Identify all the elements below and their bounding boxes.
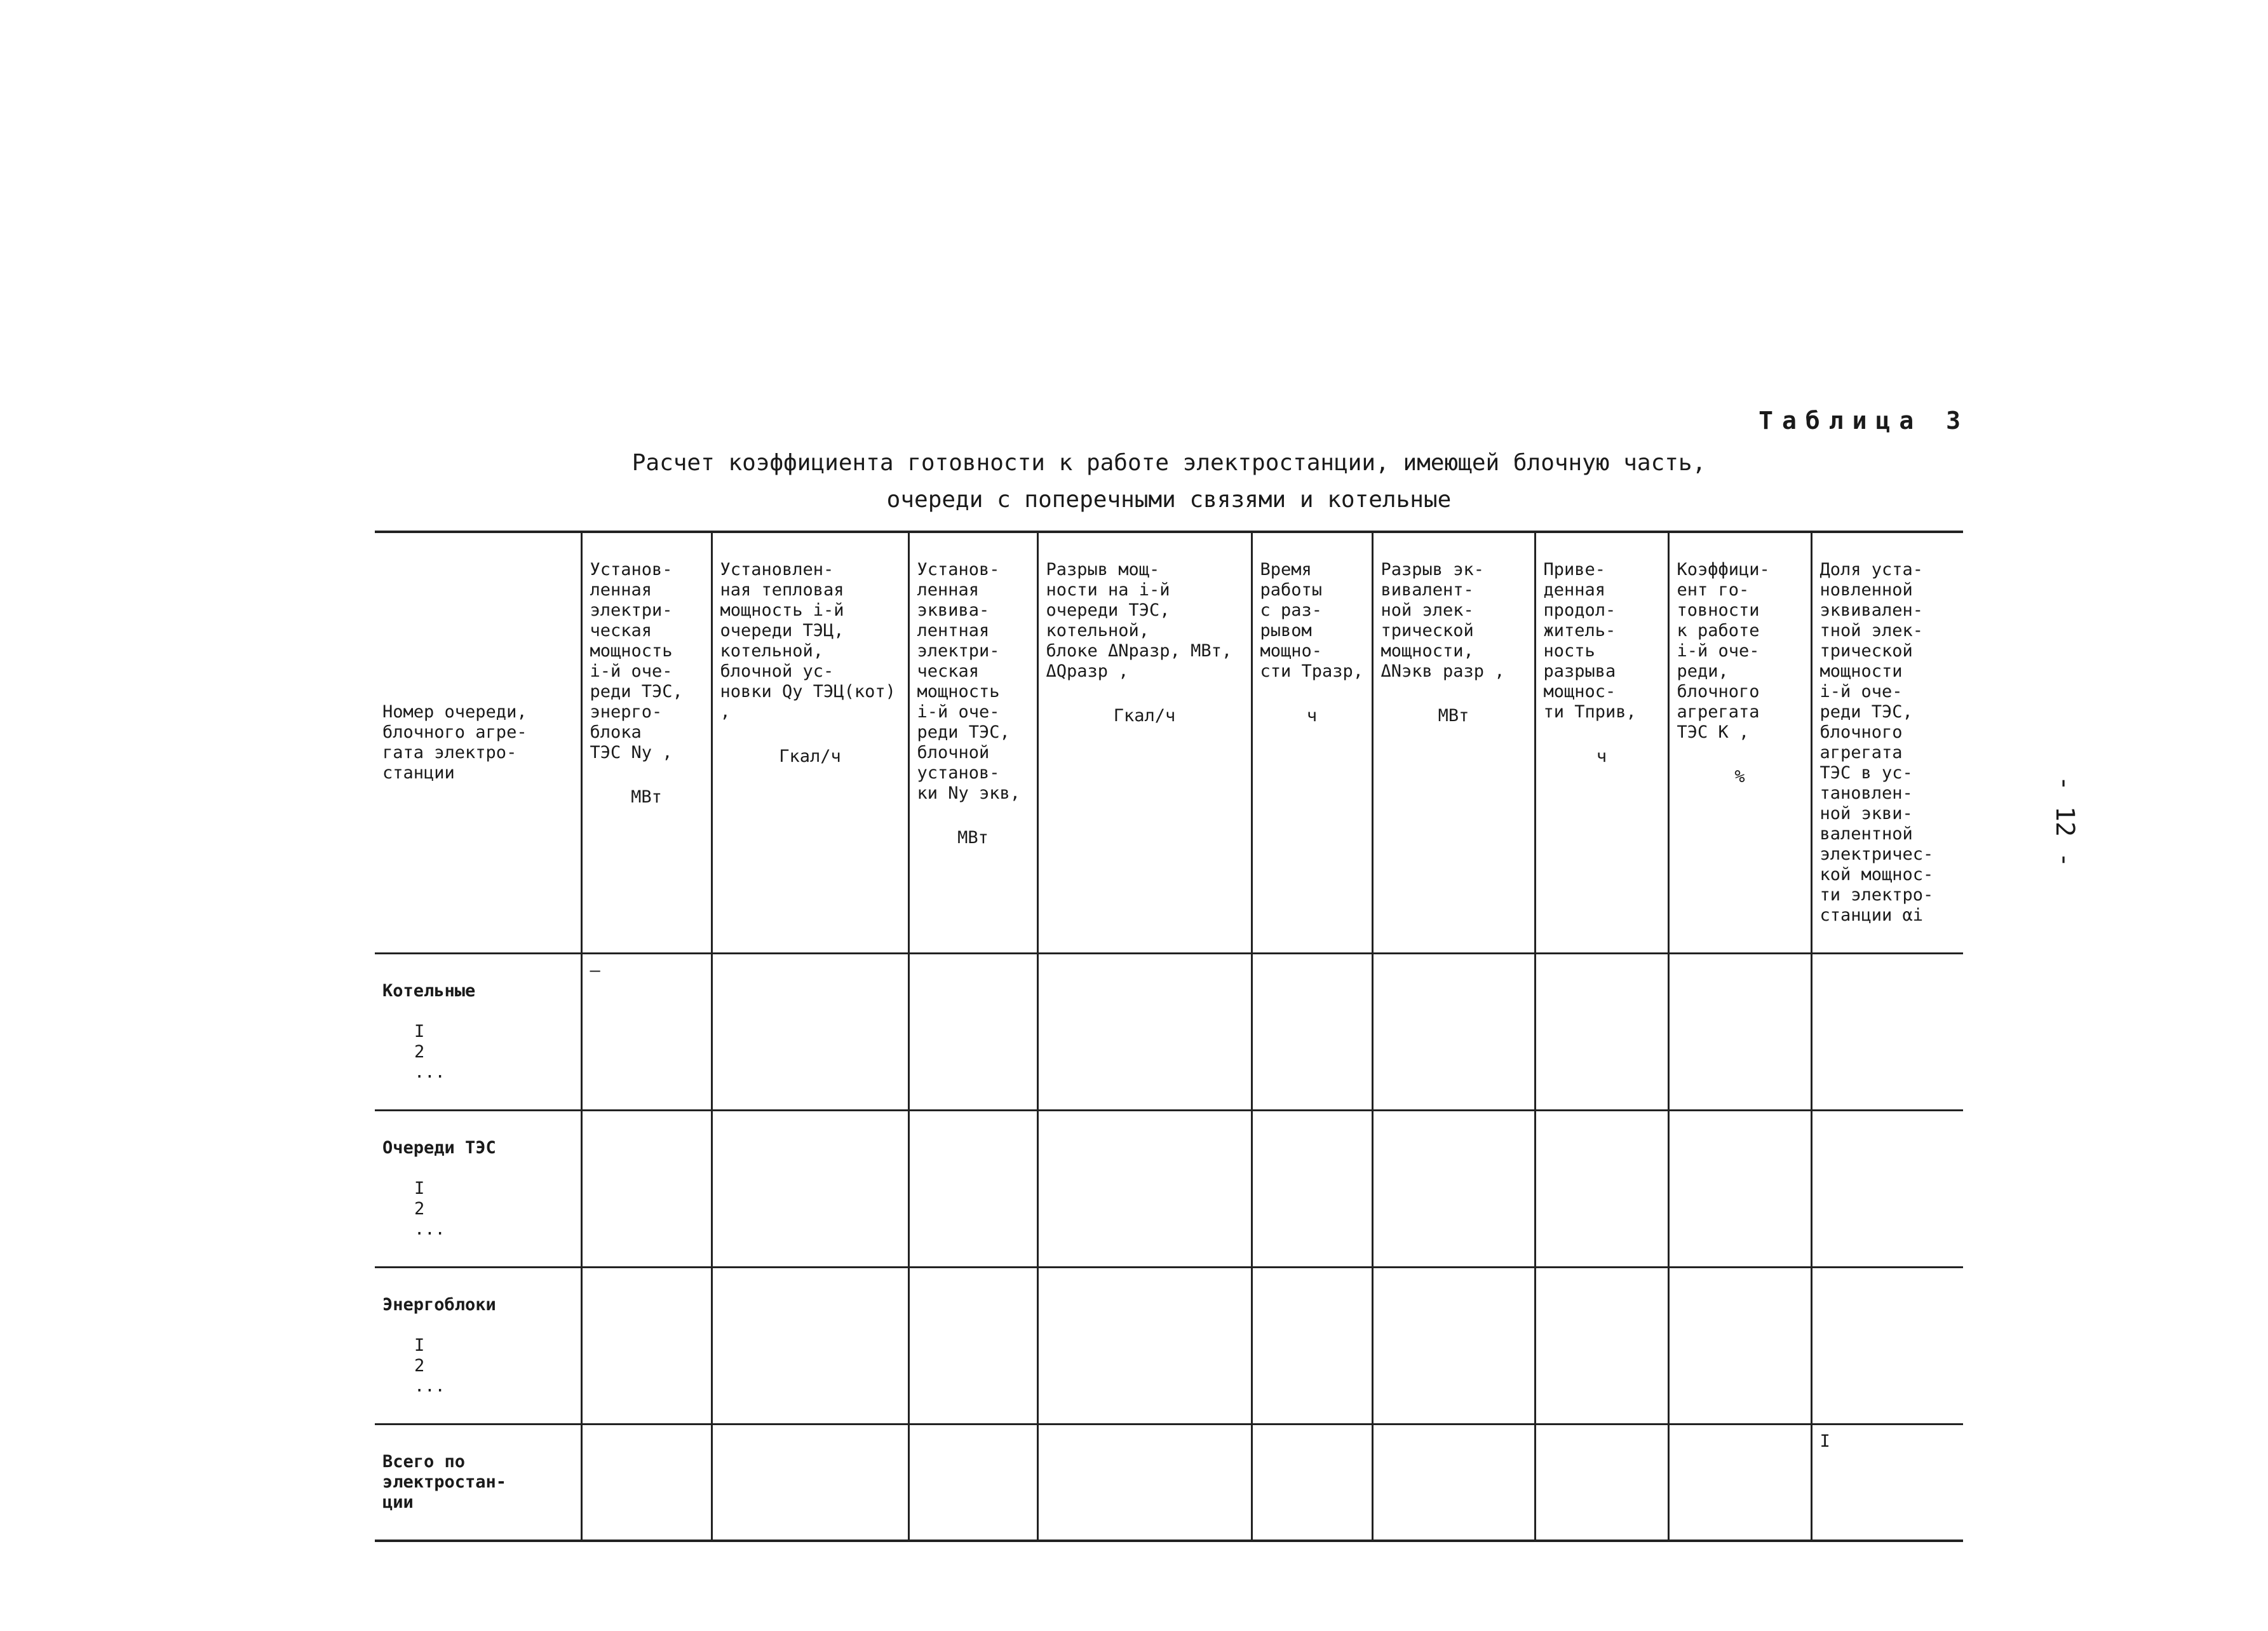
row-group-items: I 2 ... bbox=[414, 1179, 445, 1239]
row-group-label: Котельные bbox=[382, 981, 476, 1001]
col-header-unit: МВт bbox=[1438, 706, 1469, 726]
table-cell bbox=[1372, 1111, 1535, 1268]
table-cell bbox=[712, 954, 908, 1111]
col-header-unit: Гкал/ч bbox=[779, 747, 841, 766]
table-cell bbox=[1811, 1111, 1963, 1268]
table-cell bbox=[1811, 954, 1963, 1111]
table-number-label: Таблица 3 bbox=[1758, 407, 1969, 435]
col-header-unit: % bbox=[1734, 767, 1745, 787]
table-cell bbox=[581, 1111, 712, 1268]
row-label-cell bbox=[375, 1111, 581, 1268]
page-number: - 12 - bbox=[2050, 775, 2079, 868]
col-header-text: Установ- ленная электри- ческая мощность i-й оче- реди ТЭС, энерго- блока ТЭС Nу , bbox=[590, 560, 683, 762]
col-header-text: Время работы с раз- рывом мощно- сти Tразр, bbox=[1260, 560, 1364, 681]
table-cell bbox=[1037, 1425, 1252, 1541]
table-cell bbox=[1535, 954, 1668, 1111]
table-cell bbox=[1037, 1268, 1252, 1425]
table-cell bbox=[1252, 954, 1372, 1111]
col-header-text: Установлен- ная тепловая мощность i-й очереди ТЭЦ, котельной, блочной ус- новки Qу ТЭЦ(кот) , bbox=[720, 560, 896, 722]
col-header-unit: МВт bbox=[957, 828, 989, 848]
table-cell bbox=[908, 1111, 1037, 1268]
table-row-power-units bbox=[375, 1268, 1963, 1425]
table-cell bbox=[581, 1425, 712, 1541]
col-header-capacity-gap bbox=[1037, 532, 1252, 954]
table-cell bbox=[1668, 954, 1811, 1111]
table-cell bbox=[712, 1425, 908, 1541]
col-header-unit: ч bbox=[1306, 706, 1318, 726]
table-row-boilers bbox=[375, 954, 1963, 1111]
col-header-text: Разрыв мощ- ности на i-й очереди ТЭС, котельной, блоке ΔNразр, МВт, ΔQразр , bbox=[1046, 560, 1232, 681]
table-cell bbox=[908, 1425, 1037, 1541]
availability-calculation-table bbox=[375, 531, 1963, 1542]
col-header-installed-electric-capacity bbox=[581, 532, 712, 954]
row-group-items: I 2 ... bbox=[414, 1336, 445, 1396]
table-cell: – bbox=[581, 954, 712, 1111]
col-header-text: Приве- денная продол- житель- ность разрыва мощнос- ти Tприв, bbox=[1543, 560, 1637, 722]
col-header-text: Установ- ленная эквива- лентная электри- ческая мощность i-й оче- реди ТЭС, блочной установ- ки Nу экв, bbox=[917, 560, 1021, 803]
table-cell bbox=[712, 1268, 908, 1425]
table-cell bbox=[1372, 1268, 1535, 1425]
col-header-unit-number bbox=[375, 532, 581, 954]
table-cell bbox=[581, 1268, 712, 1425]
col-header-equivalent-capacity bbox=[908, 532, 1037, 954]
row-label-cell bbox=[375, 954, 581, 1111]
row-group-label: Энергоблоки bbox=[382, 1295, 496, 1315]
table-cell bbox=[1372, 954, 1535, 1111]
col-header-text: Коэффици- ент го- товности к работе i-й оче- реди, блочного агрегата ТЭС K , bbox=[1677, 560, 1770, 742]
col-header-text: Разрыв эк- вивалент- ной элек- трической мощности, ΔNэкв разр , bbox=[1380, 560, 1505, 681]
col-header-gap-duration bbox=[1252, 532, 1372, 954]
table-header-row bbox=[375, 532, 1963, 954]
table-cell bbox=[908, 1268, 1037, 1425]
table-cell bbox=[1668, 1268, 1811, 1425]
col-header-equivalent-gap bbox=[1372, 532, 1535, 954]
col-header-unit: МВт bbox=[631, 787, 662, 807]
table-title bbox=[572, 445, 1766, 518]
table-title-line-2: очереди с поперечными связями и котельные bbox=[886, 487, 1452, 513]
row-label-cell bbox=[375, 1268, 581, 1425]
col-header-installed-thermal-capacity bbox=[712, 532, 908, 954]
col-header-reduced-gap-duration bbox=[1535, 532, 1668, 954]
row-group-label: Очереди ТЭС bbox=[382, 1138, 496, 1158]
table-row-tes-queues bbox=[375, 1111, 1963, 1268]
table-cell bbox=[1037, 954, 1252, 1111]
col-header-availability-factor bbox=[1668, 532, 1811, 954]
table-cell bbox=[1811, 1268, 1963, 1425]
table-cell bbox=[712, 1111, 908, 1268]
table-cell bbox=[1535, 1425, 1668, 1541]
col-header-unit: Гкал/ч bbox=[1113, 706, 1176, 726]
table-cell bbox=[1037, 1111, 1252, 1268]
table-cell bbox=[1252, 1111, 1372, 1268]
table-cell bbox=[1535, 1111, 1668, 1268]
col-header-unit: ч bbox=[1596, 747, 1607, 766]
col-header-capacity-share bbox=[1811, 532, 1963, 954]
table-cell bbox=[1252, 1268, 1372, 1425]
table-cell bbox=[1372, 1425, 1535, 1541]
table-cell bbox=[1668, 1111, 1811, 1268]
row-label-cell bbox=[375, 1425, 581, 1541]
table-cell bbox=[1668, 1425, 1811, 1541]
table-cell bbox=[1535, 1268, 1668, 1425]
col-header-text: Доля уста- новленной эквивален- тной элек- трической мощности i-й оче- реди ТЭС, блочного агрегата ТЭС в ус- тановлен- ной экви- валентной электричес- кой мощнос- ти электро- станции αi bbox=[1819, 560, 1934, 925]
table-cell-total-share: I bbox=[1811, 1425, 1963, 1541]
table-cell bbox=[908, 954, 1037, 1111]
col-header-text: Номер очереди, блочного агре- гата электро- станции bbox=[382, 702, 527, 783]
table-row-total bbox=[375, 1425, 1963, 1541]
table-cell bbox=[1252, 1425, 1372, 1541]
table-title-line-1: Расчет коэффициента готовности к работе электростанции, имеющей блочную часть, bbox=[631, 450, 1706, 476]
row-group-label: Всего по электростан- ции bbox=[382, 1452, 507, 1512]
row-group-items: I 2 ... bbox=[414, 1022, 445, 1082]
